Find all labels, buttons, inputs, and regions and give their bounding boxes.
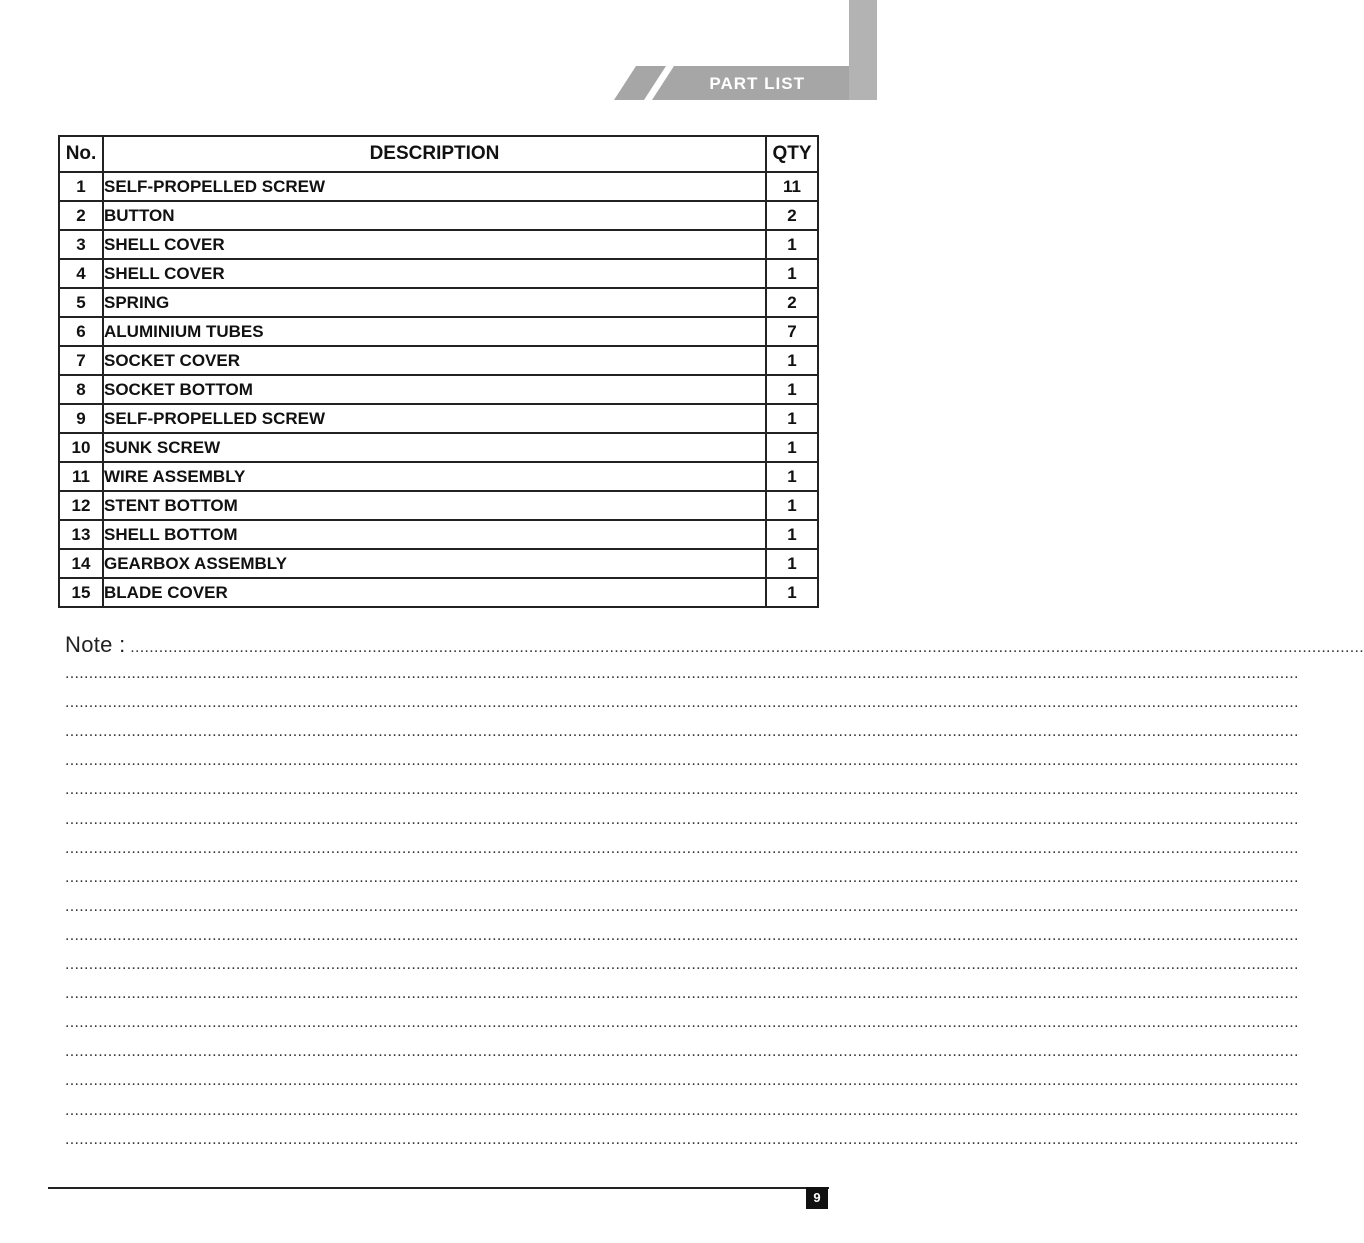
table-row (59, 462, 818, 491)
table-row (59, 375, 818, 404)
corner-accent-bar (849, 0, 877, 100)
note-line: .................................................................................................................................................................................................................................................................... (65, 985, 1299, 1003)
note-line: .................................................................................................................................................................................................................................................................... (65, 781, 1299, 799)
column-header-description: DESCRIPTION (103, 136, 766, 172)
table-row (59, 346, 818, 375)
cell-no: 10 (59, 433, 103, 462)
cell-qty: 1 (766, 549, 818, 578)
cell-description: SHELL COVER (103, 259, 766, 288)
cell-description: ALUMINIUM TUBES (103, 317, 766, 346)
cell-no: 6 (59, 317, 103, 346)
cell-no: 4 (59, 259, 103, 288)
table-row (59, 433, 818, 462)
table-row (59, 491, 818, 520)
cell-qty: 1 (766, 375, 818, 404)
note-line: .................................................................................................................................................................................................................................................................... (65, 1043, 1299, 1061)
cell-description: WIRE ASSEMBLY (103, 462, 766, 491)
cell-qty: 1 (766, 404, 818, 433)
cell-description: STENT BOTTOM (103, 491, 766, 520)
notes-section (65, 630, 1364, 1154)
cell-description: GEARBOX ASSEMBLY (103, 549, 766, 578)
column-header-no: No. (59, 136, 103, 172)
cell-description: SOCKET COVER (103, 346, 766, 375)
table-row (59, 288, 818, 317)
note-line: .................................................................................................................................................................................................................................................................... (65, 897, 1299, 915)
cell-description: SELF-PROPELLED SCREW (103, 172, 766, 201)
note-line: .................................................................................................................................................................................................................................................................... (65, 723, 1299, 741)
cell-description: SPRING (103, 288, 766, 317)
note-line: .................................................................................................................................................................................................................................................................... (65, 665, 1299, 683)
cell-no: 7 (59, 346, 103, 375)
cell-description: SHELL BOTTOM (103, 520, 766, 549)
note-line: .................................................................................................................................................................................................................................................................... (65, 1130, 1299, 1148)
cell-description: SUNK SCREW (103, 433, 766, 462)
cell-no: 9 (59, 404, 103, 433)
note-line: Note : .................................................................................................................................................................................................................................................................... (65, 632, 1364, 657)
note-line: .................................................................................................................................................................................................................................................................... (65, 868, 1299, 886)
cell-no: 5 (59, 288, 103, 317)
cell-qty: 7 (766, 317, 818, 346)
note-line: .................................................................................................................................................................................................................................................................... (65, 956, 1299, 974)
cell-no: 2 (59, 201, 103, 230)
note-line: .................................................................................................................................................................................................................................................................... (65, 1014, 1299, 1032)
cell-no: 13 (59, 520, 103, 549)
parts-table (58, 135, 819, 608)
cell-no: 11 (59, 462, 103, 491)
cell-qty: 1 (766, 346, 818, 375)
cell-qty: 2 (766, 201, 818, 230)
cell-qty: 11 (766, 172, 818, 201)
cell-qty: 1 (766, 578, 818, 607)
parts-table-body (59, 172, 818, 607)
cell-no: 12 (59, 491, 103, 520)
table-row (59, 404, 818, 433)
table-row (59, 520, 818, 549)
section-title: PART LIST (709, 74, 805, 93)
cell-description: SOCKET BOTTOM (103, 375, 766, 404)
table-row (59, 578, 818, 607)
note-line: .................................................................................................................................................................................................................................................................... (65, 839, 1299, 857)
cell-qty: 1 (766, 259, 818, 288)
note-line: .................................................................................................................................................................................................................................................................... (65, 1101, 1299, 1119)
table-row (59, 230, 818, 259)
cell-description: SELF-PROPELLED SCREW (103, 404, 766, 433)
footer-divider (48, 1187, 829, 1189)
note-line: .................................................................................................................................................................................................................................................................... (65, 810, 1299, 828)
cell-no: 3 (59, 230, 103, 259)
table-row (59, 201, 818, 230)
cell-description: BUTTON (103, 201, 766, 230)
cell-qty: 1 (766, 230, 818, 259)
table-row (59, 317, 818, 346)
section-header-tab (614, 66, 849, 100)
cell-no: 15 (59, 578, 103, 607)
note-line: .................................................................................................................................................................................................................................................................... (65, 752, 1299, 770)
cell-no: 1 (59, 172, 103, 201)
note-line: .................................................................................................................................................................................................................................................................... (65, 926, 1299, 944)
cell-no: 14 (59, 549, 103, 578)
cell-description: SHELL COVER (103, 230, 766, 259)
note-line: .................................................................................................................................................................................................................................................................... (65, 1072, 1299, 1090)
cell-qty: 2 (766, 288, 818, 317)
cell-qty: 1 (766, 433, 818, 462)
cell-no: 8 (59, 375, 103, 404)
table-row (59, 549, 818, 578)
table-row (59, 172, 818, 201)
cell-qty: 1 (766, 462, 818, 491)
note-label: Note : (65, 632, 126, 657)
note-line: .................................................................................................................................................................................................................................................................... (65, 694, 1299, 712)
table-row (59, 259, 818, 288)
column-header-qty: QTY (766, 136, 818, 172)
page-number: 9 (806, 1187, 828, 1209)
cell-qty: 1 (766, 520, 818, 549)
table-header-row (59, 136, 818, 172)
cell-qty: 1 (766, 491, 818, 520)
cell-description: BLADE COVER (103, 578, 766, 607)
